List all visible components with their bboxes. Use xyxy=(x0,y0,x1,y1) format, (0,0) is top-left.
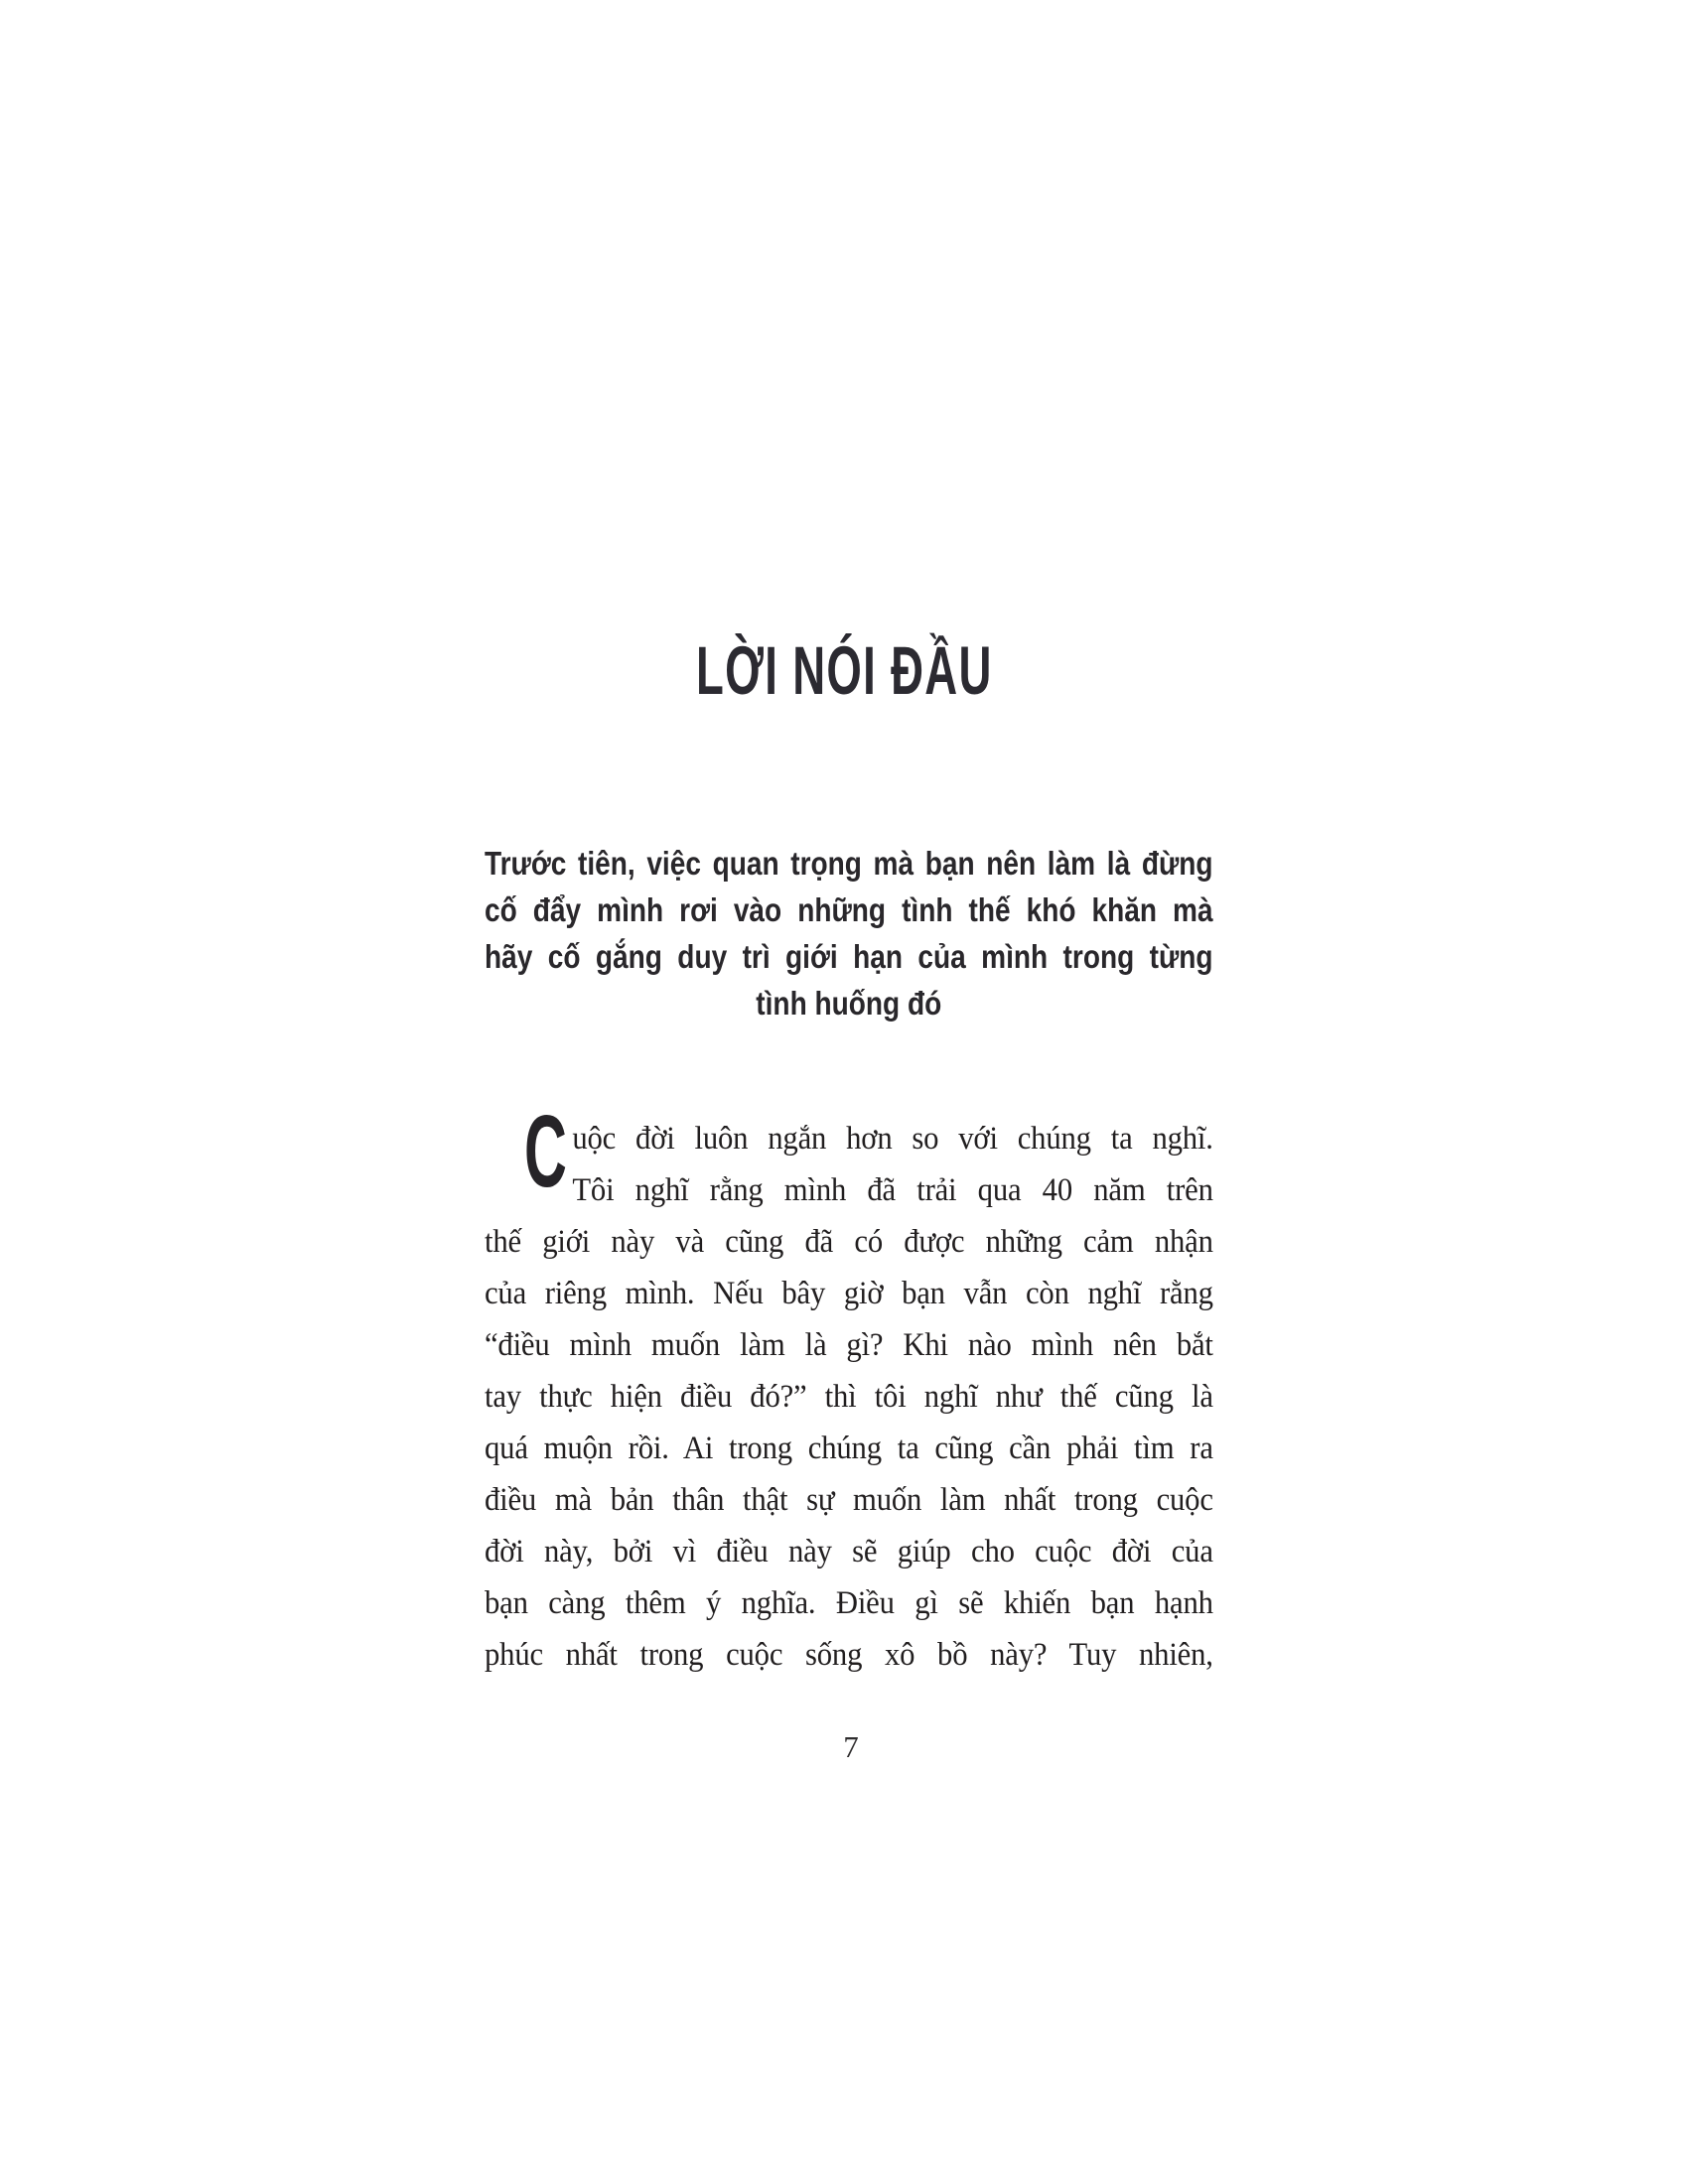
body-line: của riêng mình. Nếu bây giờ bạn vẫn còn nghĩ rằng xyxy=(485,1276,1213,1311)
subtitle-line: tình huống đó xyxy=(756,985,942,1022)
body-paragraph xyxy=(485,1094,1213,1681)
body-line: “điều mình muốn làm là gì? Khi nào mình nên bắt xyxy=(485,1327,1213,1363)
body-line: tay thực hiện điều đó?” thì tôi nghĩ như thế cũng là xyxy=(485,1379,1213,1415)
body-line: Tôi nghĩ rằng mình đã trải qua 40 năm trên xyxy=(572,1172,1213,1208)
body-line: thế giới này và cũng đã có được những cảm nhận xyxy=(485,1224,1213,1260)
body-line: bạn càng thêm ý nghĩa. Điều gì sẽ khiến bạn hạnh xyxy=(485,1585,1213,1621)
subtitle-line: cố đẩy mình rơi vào những tình thế khó khăn mà xyxy=(485,891,1213,928)
drop-cap-letter: C xyxy=(523,1094,567,1208)
body-line: đời này, bởi vì điều này sẽ giúp cho cuộc đời của xyxy=(485,1534,1213,1570)
subtitle-line: Trước tiên, việc quan trọng mà bạn nên làm là đừng xyxy=(485,845,1213,882)
body-line: phúc nhất trong cuộc sống xô bồ này? Tuy nhiên, xyxy=(485,1637,1213,1673)
body-line: uộc đời luôn ngắn hơn so với chúng ta nghĩ. xyxy=(572,1121,1213,1157)
chapter-subtitle xyxy=(485,840,1213,1026)
page-number: 7 xyxy=(843,1729,859,1764)
chapter-title xyxy=(0,631,1688,711)
drop-cap xyxy=(523,1094,593,1208)
chapter-title-text: LỜI NÓI ĐẦU xyxy=(695,632,993,709)
body-line: quá muộn rồi. Ai trong chúng ta cũng cần phải tìm ra xyxy=(485,1431,1213,1466)
body-line: điều mà bản thân thật sự muốn làm nhất trong cuộc xyxy=(485,1482,1213,1518)
subtitle-line: hãy cố gắng duy trì giới hạn của mình trong từng xyxy=(485,938,1213,975)
